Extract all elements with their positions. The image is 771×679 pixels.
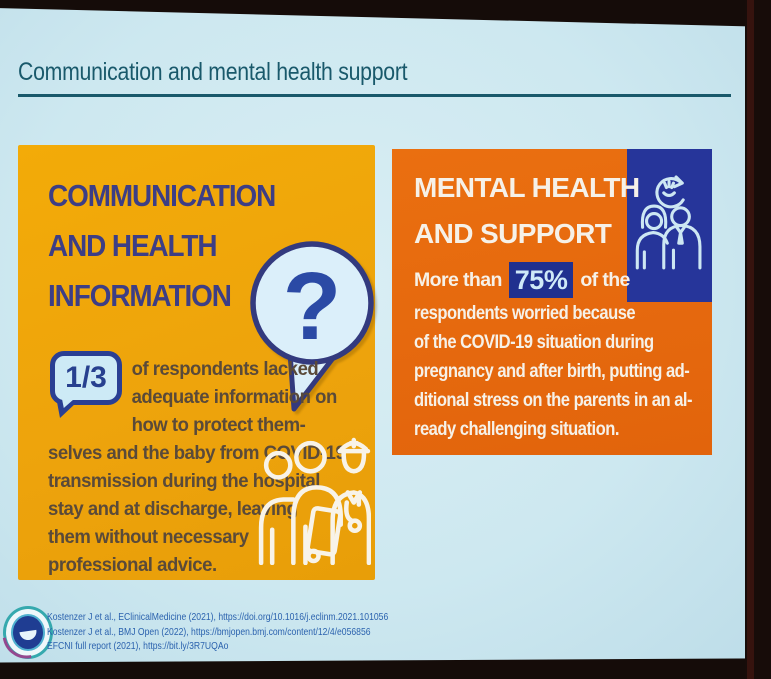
stat-line-before: More than: [414, 268, 502, 291]
body-line: ready challenging situation.: [414, 418, 619, 440]
body-line: how to protect them-: [131, 414, 306, 436]
question-mark: ?: [282, 253, 342, 360]
body-line: adequate information on: [131, 386, 337, 408]
body-line: pregnancy and after birth, putting ad-: [414, 360, 690, 382]
parents-doctor-icon: [257, 432, 371, 565]
right-card-title-line: MENTAL HEALTH: [414, 172, 640, 203]
page-title: Communication and mental health support: [18, 58, 408, 86]
body-line: stay and at discharge, leaving: [48, 498, 298, 520]
right-card-title-line: AND SUPPORT: [414, 218, 612, 249]
stat-line-after: of the: [580, 268, 630, 291]
citations: [47, 610, 463, 654]
body-line: ditional stress on the parents in an al-: [414, 389, 693, 411]
body-line: respondents worried because: [414, 302, 636, 324]
citation-line: Kostenzer J et al., EClinicalMedicine (2021), https://doi.org/10.1016/j.eclinm.2021.101056: [47, 611, 389, 623]
left-card-title-line: COMMUNICATION: [48, 178, 276, 213]
mental-health-card: [392, 149, 712, 455]
efcni-logo: [3, 606, 53, 659]
photo-frame-right: [745, 0, 771, 679]
body-line: transmission during the hospital: [48, 470, 320, 492]
stat-line: [414, 261, 710, 299]
left-card-title-line: AND HEALTH: [48, 228, 217, 263]
body-line: of respondents lacked: [131, 358, 319, 380]
one-third-stat-value: 1/3: [65, 361, 107, 394]
body-line: of the COVID-19 situation during: [414, 331, 654, 353]
body-line: them without necessary: [48, 526, 249, 548]
right-card-body-text: [414, 261, 710, 444]
citation-line: EFCNI full report (2021), https://bit.ly/3R7UQAo: [47, 640, 229, 652]
body-line: selves and the baby from COVID-19: [48, 442, 346, 464]
left-card-title-line: INFORMATION: [48, 278, 231, 313]
body-line: professional advice.: [48, 554, 217, 576]
citation-line: Kostenzer J et al., BMJ Open (2022), https://bmjopen.bmj.com/content/12/4/e056856: [47, 625, 371, 638]
communication-info-card: [18, 145, 375, 580]
efcni-logo-center: [11, 614, 45, 651]
seventy-five-percent-badge: 75%: [509, 262, 574, 298]
title-underline: [18, 94, 731, 97]
right-card-title: [414, 165, 640, 257]
